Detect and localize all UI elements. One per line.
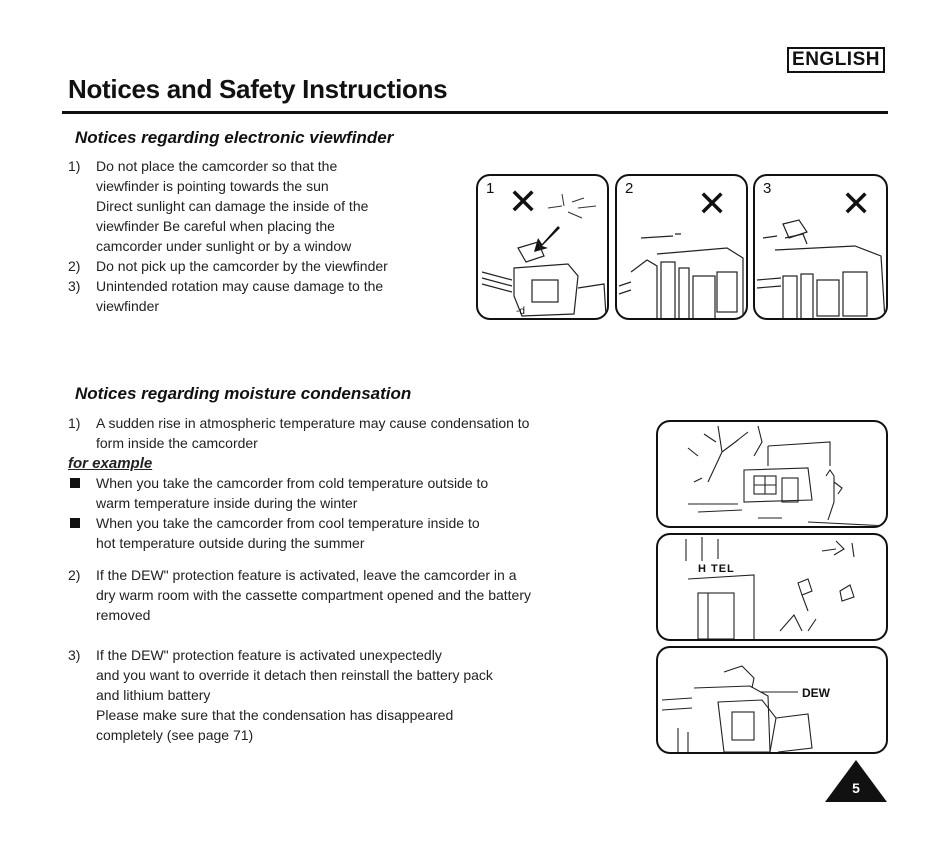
wrong-icon: ✕ bbox=[841, 183, 872, 224]
panel-number: 1 bbox=[486, 180, 495, 197]
dew-camcorder-illustration bbox=[656, 646, 888, 754]
item-line: and you want to override it detach then reinstall the battery pack bbox=[96, 667, 493, 683]
item-line: When you take the camcorder from cold temperature outside to bbox=[96, 475, 489, 491]
dew-label: DEW bbox=[802, 686, 830, 700]
item-number: 2) bbox=[68, 258, 81, 274]
viewfinder-illustration-2 bbox=[615, 174, 748, 320]
viewfinder-illustration-3 bbox=[753, 174, 888, 320]
item-line: Do not pick up the camcorder by the viewfinder bbox=[96, 258, 388, 274]
wrong-icon: ✕ bbox=[508, 181, 539, 222]
item-line: Unintended rotation may cause damage to the bbox=[96, 278, 384, 294]
moisture-heading: Notices regarding moisture condensation bbox=[75, 384, 412, 403]
item-number: 1) bbox=[68, 158, 81, 174]
item-line: Please make sure that the condensation has disappeared bbox=[96, 707, 454, 723]
item-number: 3) bbox=[68, 278, 81, 294]
item-line: If the DEW" protection feature is activated unexpectedly bbox=[96, 647, 442, 663]
item-line: Do not place the camcorder so that the bbox=[96, 158, 338, 174]
item-line: form inside the camcorder bbox=[96, 435, 258, 451]
item-line: camcorder under sunlight or by a window bbox=[96, 238, 352, 254]
example-item bbox=[68, 473, 628, 513]
viewfinder-illustration-1 bbox=[476, 174, 609, 320]
sun-camcorder-drawing bbox=[478, 176, 609, 320]
title-rule bbox=[62, 111, 888, 114]
page-number-badge bbox=[825, 760, 887, 802]
page-title: Notices and Safety Instructions bbox=[68, 74, 448, 104]
item-line: hot temperature outside during the summer bbox=[96, 535, 365, 551]
bullet-icon bbox=[70, 478, 80, 488]
item-line: warm temperature inside during the winter bbox=[96, 495, 358, 511]
item-number: 2) bbox=[68, 567, 81, 583]
item-line: completely (see page 71) bbox=[96, 727, 254, 743]
item-line: viewfinder Be careful when placing the bbox=[96, 218, 335, 234]
list-item bbox=[68, 645, 628, 745]
summer-hotel-illustration bbox=[656, 533, 888, 641]
item-line: If the DEW" protection feature is activated, leave the camcorder in a bbox=[96, 567, 517, 583]
list-item bbox=[68, 565, 628, 645]
svg-text:-d: -d bbox=[516, 306, 525, 317]
moisture-text bbox=[68, 413, 628, 745]
list-item bbox=[68, 413, 628, 453]
panel-number: 2 bbox=[625, 180, 634, 197]
item-line: When you take the camcorder from cool temperature inside to bbox=[96, 515, 480, 531]
example-label: for example bbox=[68, 455, 153, 472]
wrong-icon: ✕ bbox=[697, 183, 728, 224]
panel-number: 3 bbox=[763, 180, 772, 197]
hand-viewfinder-drawing bbox=[617, 176, 748, 320]
viewfinder-heading: Notices regarding electronic viewfinder bbox=[75, 128, 394, 147]
bullet-icon bbox=[70, 518, 80, 528]
item-number: 1) bbox=[68, 415, 81, 431]
winter-scene-drawing bbox=[658, 422, 888, 528]
item-line: A sudden rise in atmospheric temperature may cause condensation to bbox=[96, 415, 530, 431]
example-item bbox=[68, 513, 628, 565]
summer-scene-drawing bbox=[658, 535, 888, 641]
rotated-viewfinder-drawing bbox=[755, 176, 888, 320]
item-number: 3) bbox=[68, 647, 81, 663]
dew-camcorder-drawing bbox=[658, 648, 888, 754]
item-line: dry warm room with the cassette compartment opened and the battery bbox=[96, 587, 531, 603]
item-line: Direct sunlight can damage the inside of the bbox=[96, 198, 369, 214]
item-line: removed bbox=[96, 607, 151, 623]
language-label: ENGLISH bbox=[787, 47, 885, 73]
item-line: viewfinder bbox=[96, 298, 160, 314]
page-number: 5 bbox=[852, 780, 860, 796]
hotel-sign: H TEL bbox=[698, 563, 735, 575]
item-line: and lithium battery bbox=[96, 687, 211, 703]
winter-house-illustration bbox=[656, 420, 888, 528]
item-line: viewfinder is pointing towards the sun bbox=[96, 178, 329, 194]
